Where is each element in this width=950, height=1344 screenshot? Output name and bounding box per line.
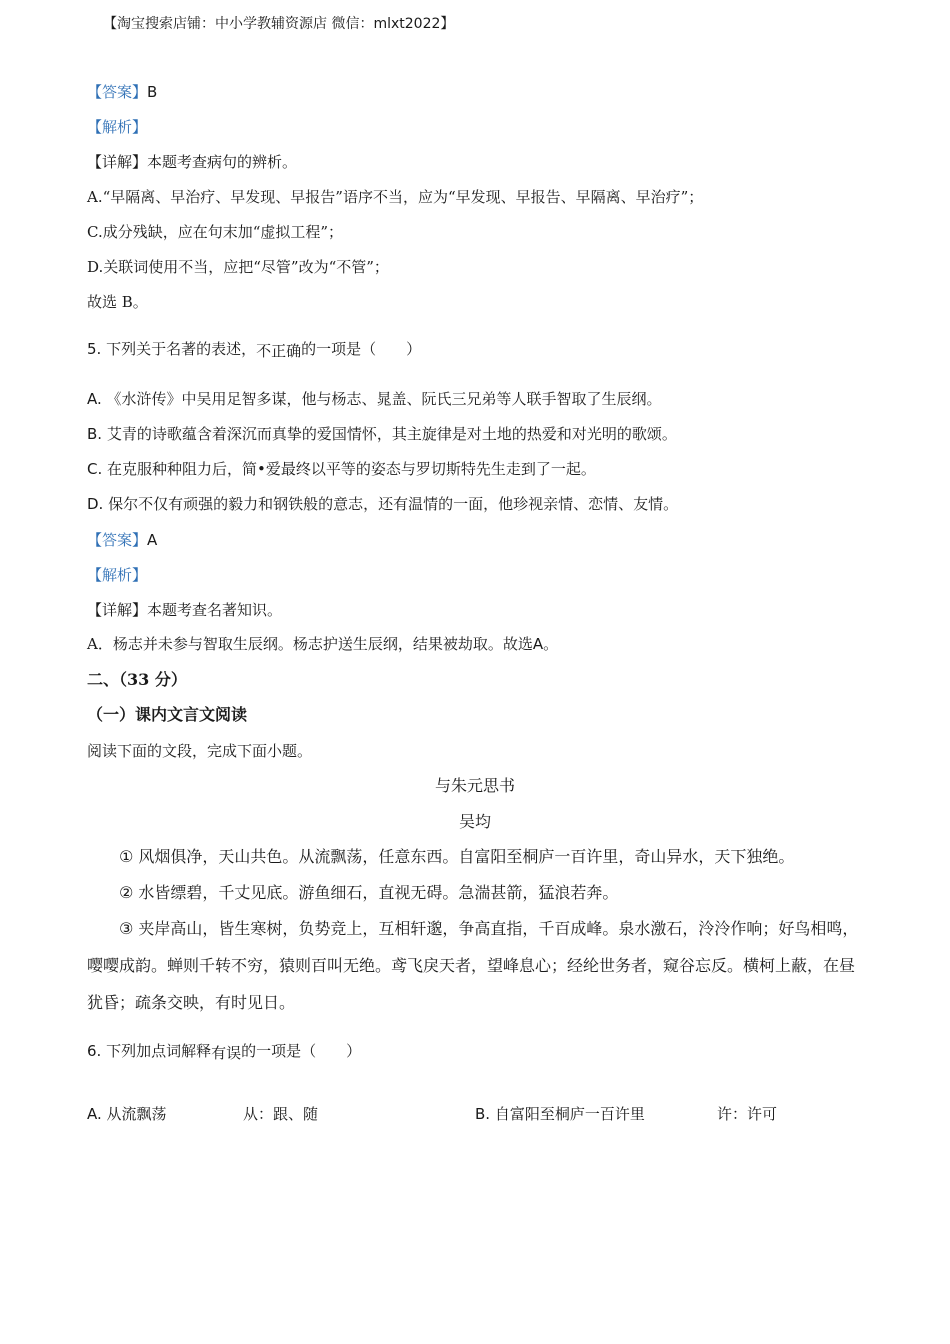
option-phrase: 自富阳至桐庐一百许里 bbox=[494, 1105, 645, 1123]
q5-stem-emphasis: 不正确 bbox=[256, 342, 302, 360]
q6-stem-part1: 下列加点词解释 bbox=[106, 1042, 212, 1060]
q4-answer bbox=[87, 82, 157, 102]
option-letter: C. bbox=[87, 460, 103, 478]
option-letter: A. bbox=[87, 1105, 102, 1123]
q5-stem-part1: 下列关于名著的表述， bbox=[106, 340, 257, 358]
q4-line-a: A.“早隔离、早治疗、早发现、早报告”语序不当，应为“早发现、早报告、早隔离、早治疗”； bbox=[87, 188, 704, 206]
reading-instruction: 阅读下面的文段，完成下面小题。 bbox=[87, 742, 313, 760]
section-subtitle: （一）课内文言文阅读 bbox=[87, 705, 248, 724]
passage-paragraph-3: ③ 夹岸高山，皆生寒树，负势竞上，互相轩邈，争高直指，千百成峰。泉水激石，泠泠作响；好鸟相鸣，嘤嘤成韵。蝉则千转不穷，猿则百叫无绝。鸢飞戾天者，望峰息心；经纶世务者，窥谷忘反。横柯上蔽，在昼犹昏；疏条交映，有时见日。 bbox=[87, 919, 859, 1012]
passage-title: 与朱元思书 bbox=[434, 776, 515, 795]
q6-stem-emphasis: 有误 bbox=[211, 1044, 242, 1062]
q4-conclusion: 故选 B。 bbox=[87, 293, 148, 311]
option-text: 保尔不仅有顽强的毅力和钢铁般的意志，还有温情的一面，他珍视亲情、恋情、友情。 bbox=[108, 495, 679, 513]
q6-stem bbox=[87, 1041, 361, 1061]
option-letter: D. bbox=[87, 495, 104, 513]
explanation-text: A．杨志并未参与智取生辰纲。杨志护送生辰纲，结果被劫取。故选 bbox=[87, 635, 533, 653]
answer-value: B bbox=[147, 83, 158, 101]
q6-option-b bbox=[475, 1104, 645, 1124]
q6-option-a-gloss: 从：跟、随 bbox=[243, 1105, 319, 1123]
section-title: 二、（33 分） bbox=[87, 670, 187, 689]
q5-stem bbox=[87, 339, 421, 359]
q5-analysis-label: 【解析】 bbox=[87, 566, 148, 584]
question-number: 6. bbox=[87, 1042, 102, 1060]
option-text: 《水浒传》中吴用足智多谋，他与杨志、晁盖、阮氏三兄弟等人联手智取了生辰纲。 bbox=[106, 390, 662, 408]
q6-option-a bbox=[87, 1104, 167, 1124]
q4-analysis-label: 【解析】 bbox=[87, 118, 148, 136]
option-text: 艾青的诗歌蕴含着深沉而真挚的爱国情怀，其主旋律是对土地的热爱和对光明的歌颂。 bbox=[106, 425, 677, 443]
question-number: 5. bbox=[87, 340, 102, 358]
option-letter: A. bbox=[87, 390, 102, 408]
q5-detail: 【详解】本题考查名著知识。 bbox=[87, 601, 283, 619]
q5-option-b bbox=[87, 424, 677, 444]
explanation-answer: A bbox=[532, 635, 544, 653]
q6-stem-part2: 的一项是（ ） bbox=[241, 1042, 362, 1060]
q5-option-a bbox=[87, 389, 662, 409]
passage-paragraph-1: ① 风烟俱净，天山共色。从流飘荡，任意东西。自富阳至桐庐一百许里，奇山异水，天下独绝。 bbox=[119, 847, 795, 866]
option-letter: B. bbox=[87, 425, 103, 443]
q4-line-c: C.成分残缺，应在句末加“虚拟工程”； bbox=[87, 223, 344, 241]
option-phrase: 从流飘荡 bbox=[106, 1105, 167, 1123]
q5-stem-part2: 的一项是（ ） bbox=[301, 340, 422, 358]
q5-option-c bbox=[87, 459, 596, 479]
answer-label: 【答案】 bbox=[87, 531, 148, 549]
q6-option-b-gloss: 许：许可 bbox=[717, 1105, 778, 1123]
q5-answer bbox=[87, 530, 157, 550]
q5-option-d bbox=[87, 494, 678, 514]
answer-value: A bbox=[147, 531, 158, 549]
option-text: 在克服种种阻力后，简•爱最终以平等的姿态与罗切斯特先生走到了一起。 bbox=[107, 460, 596, 478]
header-banner bbox=[103, 14, 454, 34]
header-text: 【淘宝搜索店铺：中小学教辅资源店 微信：mlxt2022】 bbox=[103, 16, 455, 32]
q5-explanation bbox=[87, 634, 558, 654]
passage-paragraph-2: ② 水皆缥碧，千丈见底。游鱼细石，直视无碍。急湍甚箭，猛浪若奔。 bbox=[119, 883, 619, 902]
explanation-end: 。 bbox=[543, 635, 559, 653]
q4-detail: 【详解】本题考查病句的辨析。 bbox=[87, 153, 298, 171]
passage-author: 吴均 bbox=[458, 812, 491, 831]
answer-label: 【答案】 bbox=[87, 83, 148, 101]
option-letter: B. bbox=[475, 1105, 491, 1123]
q4-line-d: D.关联词使用不当，应把“尽管”改为“不管”； bbox=[87, 258, 389, 276]
